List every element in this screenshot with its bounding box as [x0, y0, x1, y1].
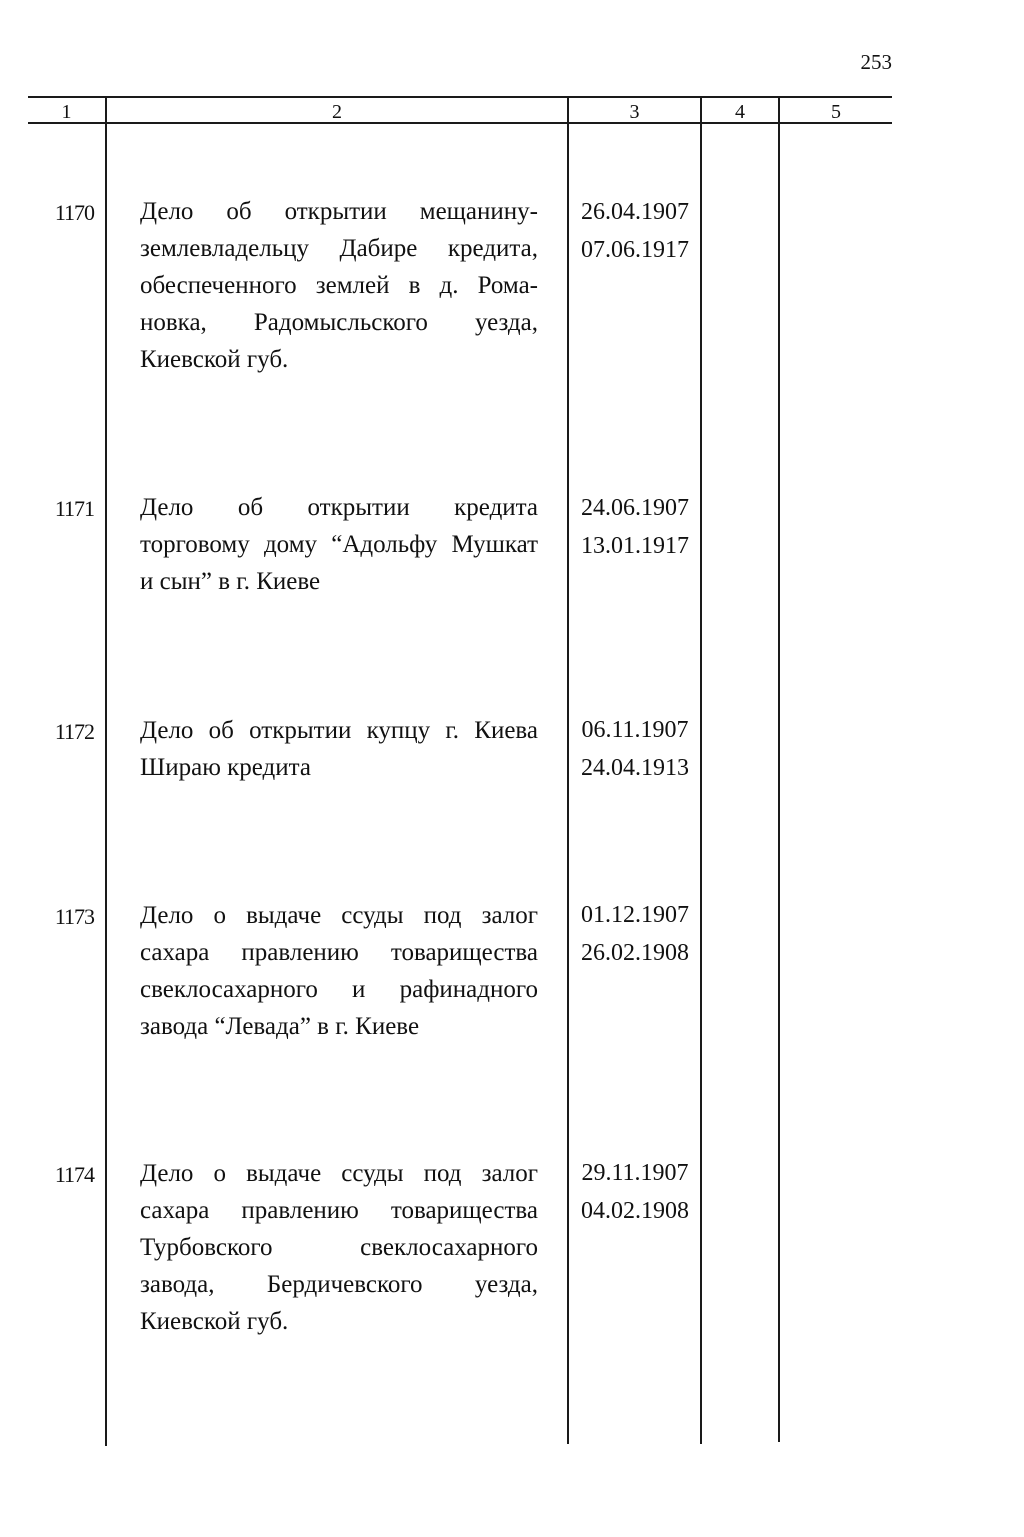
entry-title-line: Киевской губ. — [140, 346, 289, 373]
entry-dates — [570, 489, 700, 565]
entry-dates — [570, 711, 700, 787]
column-header-4: 4 — [735, 101, 745, 123]
entry-title-line: торговому дому “Адольфу Мушкат — [140, 531, 538, 558]
entry-number: 1171 — [54, 496, 94, 521]
entry-title — [140, 489, 538, 600]
column-header-5: 5 — [831, 101, 841, 123]
column-divider-4 — [778, 96, 780, 1442]
entry-title-line: Дело об открытии мещанину- — [140, 198, 538, 225]
entry-number: 1173 — [54, 904, 94, 929]
entry-title-line: и сын” в г. Киеве — [140, 568, 321, 595]
table-top-rule — [28, 96, 892, 98]
entry-title — [140, 897, 538, 1045]
date-end: 24.04.1913 — [581, 755, 689, 781]
entry-title-line: завода “Левада” в г. Киеве — [140, 1013, 420, 1040]
entry-title-line: сахара правлению товарищества — [140, 1197, 538, 1224]
column-divider-2 — [567, 96, 569, 1444]
column-divider-3 — [700, 96, 702, 1444]
entry-title — [140, 712, 538, 786]
column-header-1: 1 — [61, 101, 72, 123]
entry-dates — [570, 896, 700, 972]
entry-title-line: Дело о выдаче ссуды под залог — [140, 1160, 538, 1187]
date-end: 26.02.1908 — [581, 940, 689, 966]
entry-title — [140, 193, 538, 378]
entry-title-line: Киевской губ. — [140, 1308, 289, 1335]
entry-title-line: землевладельцу Дабире кредита, — [140, 235, 538, 262]
entry-title-line: новка, Радомысльского уезда, — [140, 309, 538, 336]
entry-title-line: завода, Бердичевского уезда, — [140, 1271, 538, 1298]
date-start: 06.11.1907 — [581, 717, 689, 743]
date-end: 13.01.1917 — [581, 533, 689, 559]
entry-title — [140, 1155, 538, 1340]
date-end: 04.02.1908 — [581, 1198, 689, 1224]
entry-title-line: Дело об открытии купцу г. Киева — [140, 717, 538, 744]
entry-dates — [570, 193, 700, 269]
date-end: 07.06.1917 — [581, 237, 689, 263]
entry-number: 1172 — [54, 719, 94, 744]
entry-number: 1170 — [54, 200, 94, 225]
entry-title-line: Шираю кредита — [140, 754, 311, 781]
date-start: 24.06.1907 — [581, 495, 689, 521]
column-header-2: 2 — [332, 101, 342, 123]
entry-title-line: Турбовского свеклосахарного — [140, 1234, 538, 1261]
column-header-3: 3 — [629, 101, 640, 123]
date-start: 26.04.1907 — [581, 199, 689, 225]
entry-title-line: свеклосахарного и рафинадного — [140, 976, 538, 1003]
entry-title-line: сахара правлению товарищества — [140, 939, 538, 966]
entry-dates — [570, 1154, 700, 1230]
column-divider-1 — [105, 96, 107, 1446]
page-number: 253 — [860, 50, 892, 74]
entry-number: 1174 — [54, 1162, 94, 1187]
entry-title-line: Дело о выдаче ссуды под залог — [140, 902, 538, 929]
date-start: 29.11.1907 — [581, 1160, 689, 1186]
entry-title-line: Дело об открытии кредита — [140, 494, 538, 521]
entry-title-line: обеспеченного землей в д. Рома- — [140, 272, 538, 299]
date-start: 01.12.1907 — [581, 902, 689, 928]
